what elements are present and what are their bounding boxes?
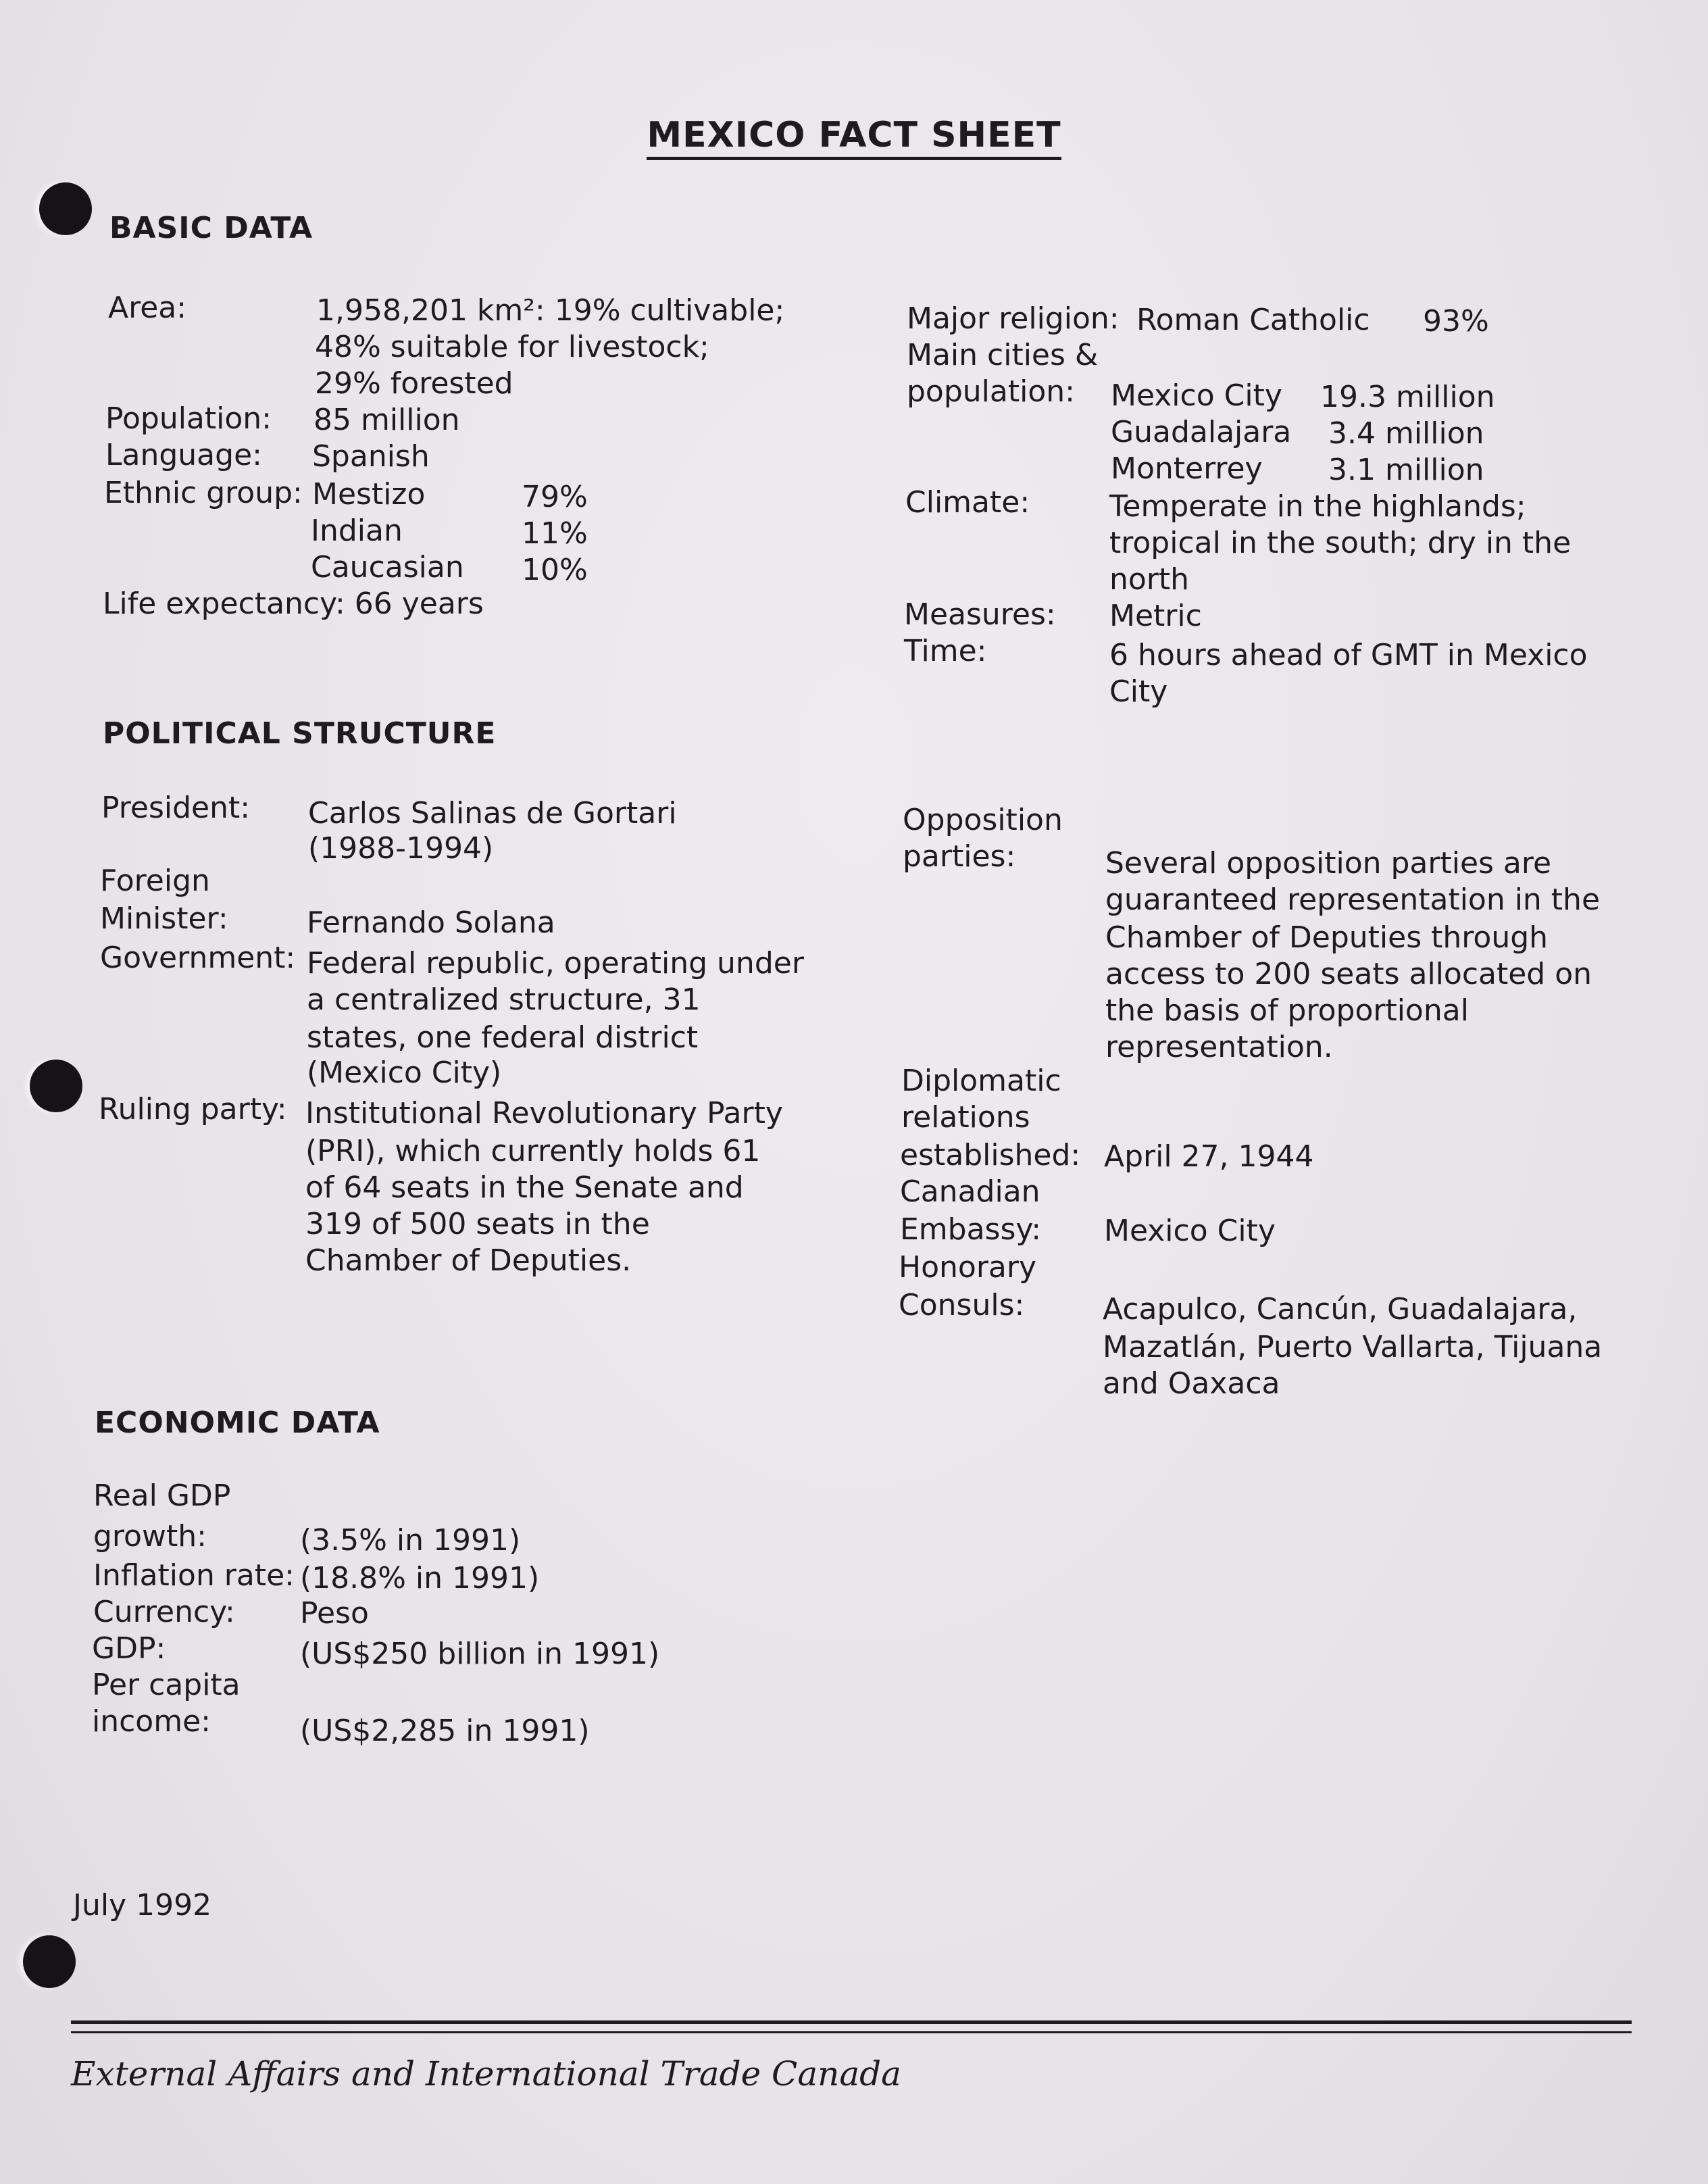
diplomatic-value: April 27, 1944 [1104,1139,1314,1174]
ruling-value: (PRI), which currently holds 61 [305,1134,761,1168]
measures-value: Metric [1109,599,1202,633]
consuls-value: Mazatlán, Puerto Vallarta, Tijuana [1103,1330,1603,1364]
ethnic-pct: 11% [522,516,588,551]
ethnic-name: Indian [311,514,403,548]
climate-label: Climate: [905,485,1030,520]
diplomatic-label: Diplomatic [901,1064,1061,1098]
population-label: Population: [105,401,272,436]
percap-label: income: [92,1704,211,1739]
currency-label: Currency: [93,1595,235,1629]
ruling-value: Institutional Revolutionary Party [305,1096,783,1131]
government-value: a centralized structure, 31 [307,983,701,1017]
ethnic-pct: 79% [522,480,588,514]
footer-organization: External Affairs and International Trade Canada [71,2054,901,2093]
time-label: Time: [904,634,987,668]
city-pop: 19.3 million [1320,380,1495,414]
opposition-value: Chamber of Deputies through [1105,920,1549,955]
gdp-label: GDP: [92,1631,166,1666]
ethnic-name: Caucasian [311,550,464,585]
footer-rule [71,2031,1632,2033]
punch-hole [23,1935,76,1988]
consuls-value: and Oaxaca [1103,1366,1280,1401]
time-value: City [1109,674,1168,709]
consuls-label: Honorary [899,1250,1036,1285]
foreign-label: Minister: [100,901,228,936]
opposition-label: parties: [903,839,1016,874]
government-value: (Mexico City) [307,1056,502,1090]
ruling-value: of 64 seats in the Senate and [305,1170,744,1205]
inflation-value: (18.8% in 1991) [300,1561,540,1595]
measures-label: Measures: [904,597,1056,632]
area-value: 29% forested [315,366,513,401]
language-label: Language: [105,438,262,472]
opposition-value: Several opposition parties are [1105,846,1552,880]
city-name: Guadalajara [1111,415,1292,449]
embassy-label: Canadian [900,1174,1040,1209]
population-value: 85 million [313,403,460,437]
punch-hole [39,182,92,235]
city-pop: 3.4 million [1328,416,1484,451]
area-value: 1,958,201 km²: 19% cultivable; [316,293,785,328]
president-value: (1988-1994) [308,831,494,866]
footer-rule [71,2020,1632,2024]
area-label: Area: [108,291,187,325]
life-expectancy: Life expectancy: 66 years [103,587,484,621]
climate-value: tropical in the south; dry in the [1109,526,1572,560]
climate-value: north [1109,562,1190,597]
document-date: July 1992 [73,1888,212,1922]
ethnic-name: Mestizo [312,477,426,512]
embassy-value: Mexico City [1104,1214,1276,1248]
cities-label: Main cities & [907,338,1099,372]
percap-label: Per capita [92,1668,241,1702]
government-value: states, one federal district [307,1020,699,1055]
government-label: Government: [100,941,296,975]
ruling-label: Ruling party: [99,1092,287,1126]
page-title: MEXICO FACT SHEET [0,115,1708,155]
president-value: Carlos Salinas de Gortari [308,796,677,830]
climate-value: Temperate in the highlands; [1109,489,1526,524]
foreign-value: Fernando Solana [307,905,555,940]
city-name: Monterrey [1111,451,1263,486]
gdp-value: (US$250 billion in 1991) [300,1637,660,1671]
opposition-value: guaranteed representation in the [1105,883,1601,917]
ruling-value: Chamber of Deputies. [305,1243,632,1278]
religion-value: Roman Catholic [1136,303,1370,337]
city-name: Mexico City [1111,378,1282,413]
ethnic-label: Ethnic group: [104,476,303,510]
government-value: Federal republic, operating under [307,946,804,981]
time-value: 6 hours ahead of GMT in Mexico [1109,638,1588,672]
consuls-value: Acapulco, Cancún, Guadalajara, [1103,1292,1578,1326]
president-label: President: [101,791,251,825]
gdp-growth-label: growth: [93,1519,207,1554]
punch-hole [30,1060,82,1112]
opposition-label: Opposition [903,803,1063,837]
foreign-label: Foreign [100,864,210,898]
inflation-label: Inflation rate: [93,1558,295,1593]
opposition-value: access to 200 seats allocated on [1105,957,1592,991]
consuls-label: Consuls: [899,1288,1025,1322]
currency-value: Peso [300,1596,369,1631]
gdp-growth-value: (3.5% in 1991) [300,1523,521,1558]
cities-label: population: [907,374,1075,409]
language-value: Spanish [312,439,430,474]
economic-heading: ECONOMIC DATA [95,1406,380,1440]
religion-pct: 93% [1423,304,1489,339]
political-heading: POLITICAL STRUCTURE [103,716,497,751]
basic-data-heading: BASIC DATA [109,211,313,245]
gdp-growth-label: Real GDP [93,1479,231,1513]
ethnic-pct: 10% [522,553,588,587]
religion-label: Major religion: [907,301,1120,336]
ruling-value: 319 of 500 seats in the [305,1207,650,1241]
diplomatic-label: relations [901,1100,1030,1135]
diplomatic-label: established: [900,1138,1081,1172]
area-value: 48% suitable for livestock; [315,330,709,364]
embassy-label: Embassy: [900,1212,1042,1247]
city-pop: 3.1 million [1328,453,1484,487]
opposition-value: the basis of proportional [1105,993,1469,1028]
percap-value: (US$2,285 in 1991) [300,1714,590,1748]
opposition-value: representation. [1105,1030,1333,1064]
